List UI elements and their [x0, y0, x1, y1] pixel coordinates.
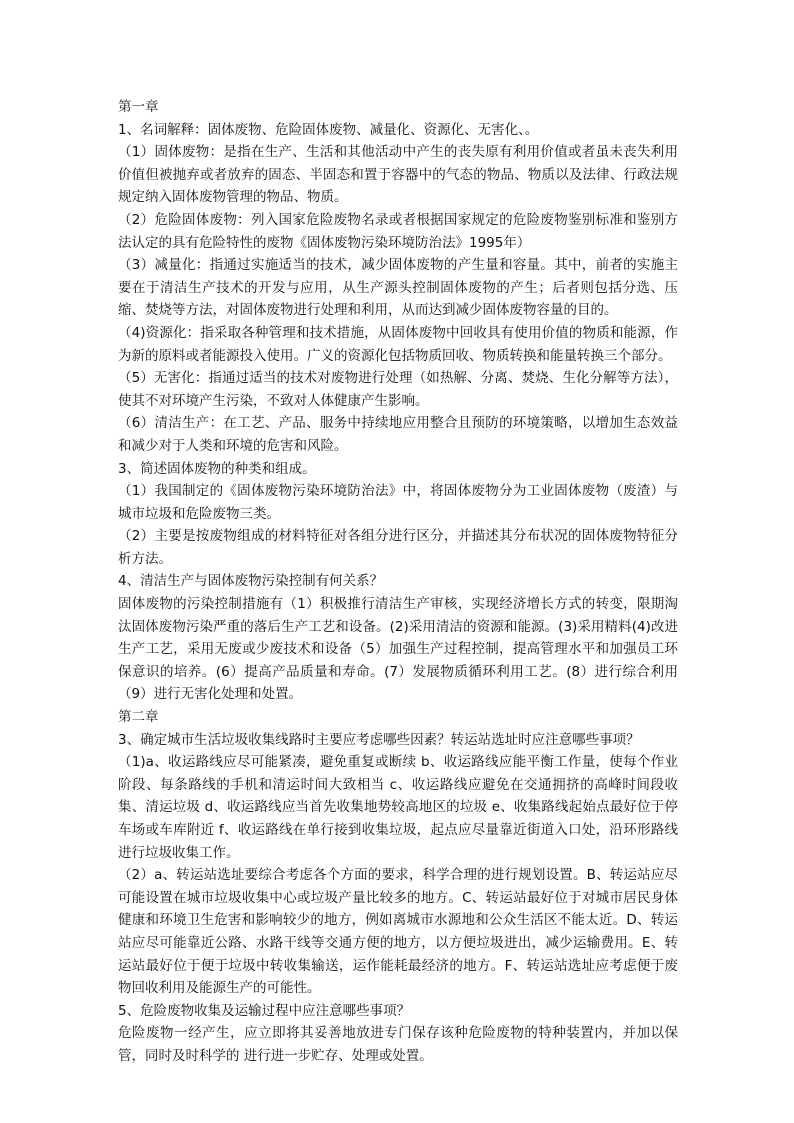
question: 5、危险废物收集及运输过程中应注意哪些事项？ — [118, 1002, 411, 1019]
answer-paragraph: （2）a、转运站选址要综合考虑各个方面的要求，科学合理的进行规划设置。B、转运站应尽可能设置在城市垃圾收集中心或垃圾产量比较多的地方。C、转运站最好位于对城市居民身体健康和环境卫生危害和影响较少的地方，例如离城市水源地和公众生活区不能太近。D、转运站应尽可能靠近公路、水路干线等交通方便的地方，以方便垃圾进出，减少运输费用。E、转运站最好位于便于垃圾中转收集输送，运作能耗最经济的地方。F、转运站选址应考虑便于废物回收利用及能源生产的可能性。 — [118, 867, 678, 997]
question: 3、确定城市生活垃圾收集线路时主要应考虑哪些因素？转运站选址时应注意哪些事项？ — [118, 731, 640, 748]
question: 1、名词解释：固体废物、危险固体废物、减量化、资源化、无害化、。 — [118, 121, 539, 138]
answer-paragraph: （1）我国制定的《固体废物污染环境防治法》中，将固体废物分为工业固体废物（废渣）与城市垃圾和危险废物三类。 — [118, 483, 678, 522]
answer-paragraph: （1）固体废物：是指在生产、生活和其他活动中产生的丧失原有利用价值或者虽未丧失利用价值但被抛弃或者放弃的固态、半固态和置于容器中的气态的物品、物质以及法律、行政法规规定纳入固体废物管理的物品、物质。 — [118, 144, 678, 206]
answer-paragraph: （4)资源化：指采取各种管理和技术措施，从固体废物中回收具有使用价值的物质和能源，作为新的原料或者能源投入使用。广义的资源化包括物质回收、物质转换和能量转换三个部分。 — [118, 324, 678, 364]
answer-paragraph: 固体废物的污染控制措施有（1）积极推行清洁生产审核，实现经济增长方式的转变，限期淘汰固体废物污染严重的落后生产工艺和设备。(2)采用清洁的资源和能源。(3)采用精料(4)改进生产工艺，采用无废或少废技术和设备（5）加强生产过程控制，提高管理水平和加强员工环保意识的培养。(6）提高产品质量和寿命。(7）发展物质循环利用工艺。(8）进行综合利用（9）进行无害化处理和处置。 — [118, 596, 678, 703]
chapter-heading: 第一章 — [118, 99, 159, 115]
answer-paragraph: （3）减量化：指通过实施适当的技术，减少固体废物的产生量和容量。其中，前者的实施主要在于清洁生产技术的开发与应用，从生产源头控制固体废物的产生；后者则包括分选、压缩、焚烧等方法，对固体废物进行处理和利用，从而达到减少固体废物容量的目的。 — [118, 257, 678, 319]
answer-paragraph: （2）主要是按废物组成的材料特征对各组分进行区分，并描述其分布状况的固体废物特征分析方法。 — [118, 528, 678, 567]
answer-paragraph: （2）危险固体废物：列入国家危险废物名录或者根据国家规定的危险废物鉴别标准和鉴别方法认定的具有危险特性的废物《固体废物污染环境防治法》1995年） — [118, 211, 678, 251]
answer-paragraph: （5）无害化：指通过适当的技术对废物进行处理（如热解、分离、焚烧、生化分解等方法），使其不对环境产生污染，不致对人体健康产生影响。 — [118, 370, 678, 409]
question: 3、简述固体废物的种类和组成。 — [118, 460, 316, 477]
chapter-heading: 第二章 — [118, 709, 159, 726]
answer-paragraph: （6）清洁生产：在工艺、产品、服务中持续地应用整合且预防的环境策略，以增加生态效益和减少对于人类和环境的危害和风险。 — [118, 415, 678, 454]
question: 4、清洁生产与固体废物污染控制有何关系？ — [118, 573, 384, 590]
answer-paragraph: 危险废物一经产生，应立即将其妥善地放进专门保存该种危险废物的特种装置内，并加以保管，同时及时科学的 进行进一步贮存、处理或处置。 — [118, 1025, 678, 1064]
answer-paragraph: （1)a、收运路线应尽可能紧凑，避免重复或断续 b、收运路线应能平衡工作量，使每个作业阶段、每条路线的手机和清运时间大致相当 c、收运路线应避免在交通拥挤的高峰时间段收集、清运垃圾 d、收运路线应当首先收集地势较高地区的垃圾 e、收集路线起始点最好位于停车场或车库附近 f、收运路线在单行接到收集垃圾，起点应尽量靠近街道入口处，沿环形路线进行垃圾收集工作。 — [118, 754, 678, 861]
document-body — [118, 96, 678, 1068]
